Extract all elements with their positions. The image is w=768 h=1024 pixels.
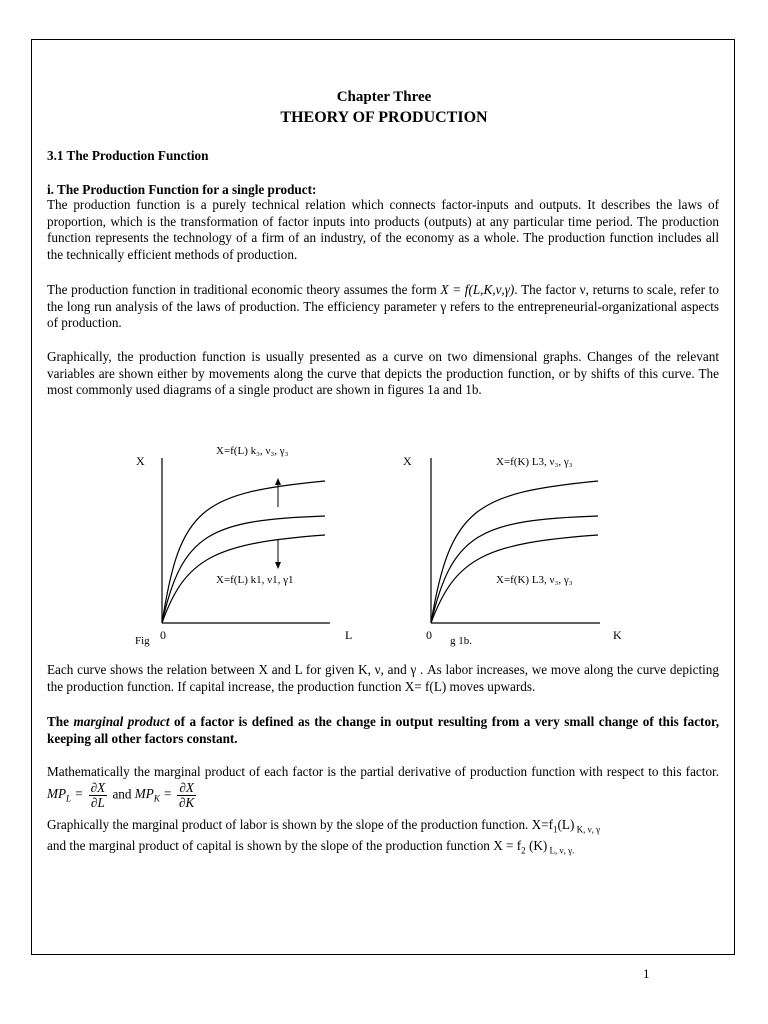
left-origin: 0 (160, 628, 166, 642)
left-bottom-label: X=f(L) k1, ν1, γ1 (216, 574, 294, 586)
subsection-heading: i. The Production Function for a single product: (47, 182, 317, 197)
right-top-label: X=f(K) L3, ν₃, γ₃ (496, 456, 573, 468)
definition-rest: of a factor is defined as the change in output resulting from a very small change of this factor, keeping all other factors constant. (47, 714, 719, 746)
right-curve-middle (431, 516, 598, 623)
paragraph-2 (47, 282, 719, 332)
mpk-fraction: $\frac{\partial X}{\partial K}$ (178, 779, 195, 810)
right-y-label: X (403, 454, 412, 468)
paragraph-2-before: The production function in traditional economic theory assumes the form (47, 282, 441, 297)
chapter-label: Chapter Three (336, 89, 432, 105)
figure-production-curves (120, 438, 640, 653)
left-arrow-up-head (275, 478, 281, 485)
left-caption: Fig (135, 635, 150, 647)
definition-prefix: The (47, 714, 74, 729)
figure-svg (120, 438, 640, 653)
right-bottom-label: X=f(K) L3, ν₃, γ₃ (496, 574, 573, 586)
right-caption: g 1b. (450, 635, 472, 647)
paragraph-5-text: Mathematically the marginal product of each factor is the partial derivative of production function with respect to this factor. (47, 764, 719, 779)
mpl-lhs: $MP_L$ = (47, 786, 84, 804)
paragraph-6: Graphically the marginal product of labor is shown by the slope of the production function. $X=f_1(L)$ $_{K, \nu, \gamma}$ and the marginal product of capital is shown by the slope of the production function $X = f_2$ (K) $_{L, \nu, \gamma.}$ (47, 817, 601, 856)
page-number: 1 (643, 966, 650, 981)
chapter-title: THEORY OF PRODUCTION (280, 109, 488, 126)
paragraph-6-line1: Graphically the marginal product of labor is shown by the slope of the production function. X=f (47, 817, 554, 832)
right-x-label: K (613, 628, 622, 642)
and-word: and (112, 786, 132, 802)
left-y-label: X (136, 454, 145, 468)
production-function-formula: X = f(L,K,ν,γ) (440, 282, 515, 297)
right-origin: 0 (426, 628, 432, 642)
paragraph-5 (47, 764, 719, 810)
paragraph-1: The production function is a purely technical relation which connects factor-inputs and outputs. It describes the laws of proportion, which is the transformation of factor inputs into products (outputs) at any particular time period. The production function represents the technology of a firm of an industry, of the economy as a whole. The production function includes all the technically efficient methods of production. (47, 197, 719, 262)
right-curve-top (431, 481, 598, 623)
definition-term: marginal product (73, 714, 170, 729)
left-curve-middle (162, 516, 325, 623)
left-arrow-down-head (275, 562, 281, 569)
paragraph-6-line2: and the marginal product of capital is shown by the slope of the production function X = f (47, 837, 522, 853)
paragraph-3: Graphically, the production function is usually presented as a curve on two dimensional graphs. Changes of the relevant variables are shown either by movements along the curve that depicts the production function, or by shifts of this curve. The most commonly used diagrams of a single product are shown in figures 1a and 1b. (47, 349, 719, 398)
left-top-label: X=f(L) k₃, ν₃, γ₃ (216, 445, 289, 457)
mpk-lhs: $MP_K$ = (134, 786, 173, 804)
paragraph-2-after: . The factor ν, returns to scale, refer to the long run analysis of the laws of production. The efficiency parameter γ refers to the entrepreneurial-organizational aspects of production. (47, 282, 719, 331)
mpl-fraction: $\frac{\partial X}{\partial L}$ (90, 779, 106, 810)
left-curve-top (162, 481, 325, 623)
left-x-label: L (345, 628, 353, 642)
section-heading: 3.1 The Production Function (47, 148, 209, 163)
paragraph-4: Each curve shows the relation between X and L for given K, ν, and γ . As labor increases, we move along the curve depicting the production function. If capital increase, the production function X= f(L) moves upwards. (47, 662, 719, 694)
definition-marginal-product (47, 714, 719, 747)
